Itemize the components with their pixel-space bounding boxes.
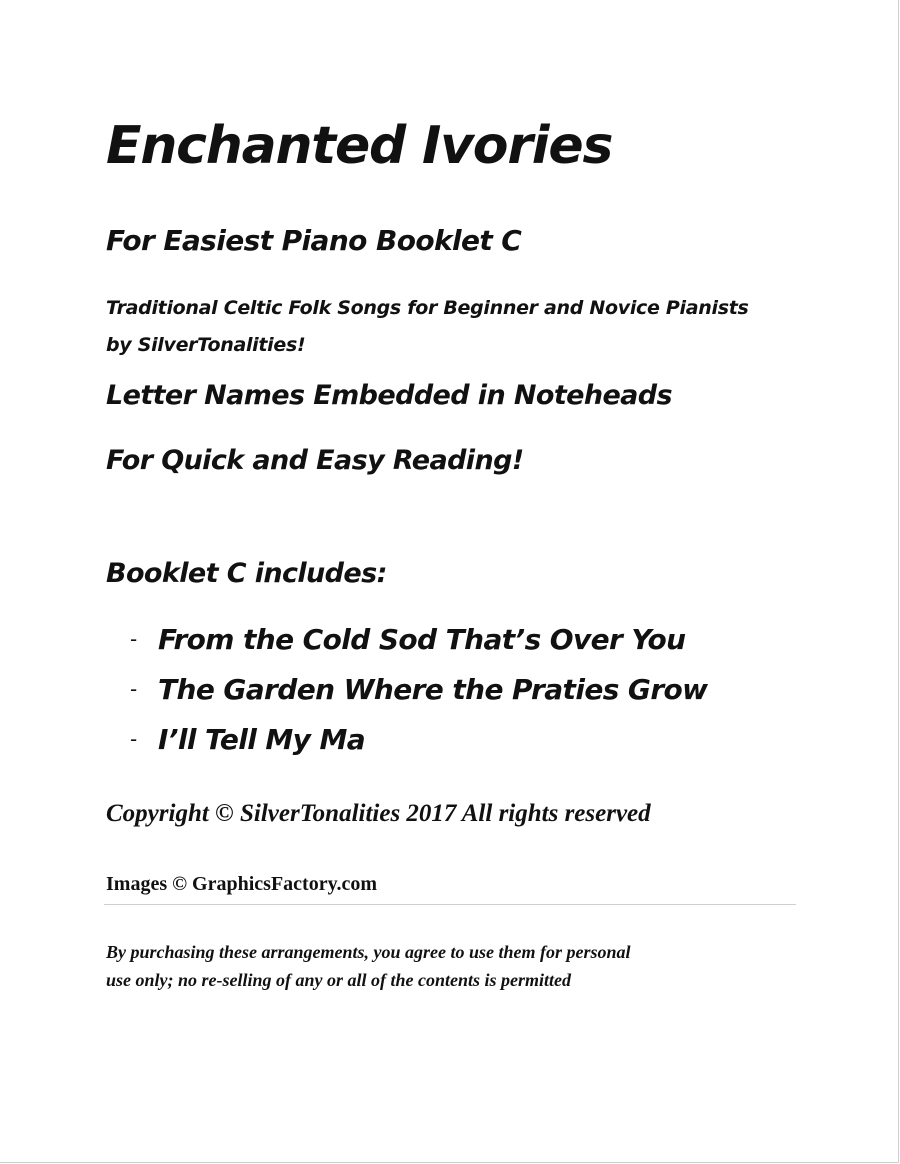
feature-line-2: For Quick and Easy Reading! [106, 445, 524, 476]
song-title: The Garden Where the Praties Grow [158, 672, 708, 706]
terms-line-1: By purchasing these arrangements, you agree to use them for personal [106, 942, 631, 962]
feature-line-1: Letter Names Embedded in Noteheads [106, 380, 672, 411]
song-list [130, 614, 707, 764]
copyright-notice: Copyright © SilverTonalities 2017 All rights reserved [106, 800, 651, 827]
list-item [130, 614, 707, 664]
list-bullet: - [130, 677, 138, 701]
list-bullet: - [130, 627, 138, 651]
list-bullet: - [130, 727, 138, 751]
list-item [130, 664, 707, 714]
terms-notice [106, 938, 631, 994]
description-line-1: Traditional Celtic Folk Songs for Beginner and Novice Pianists [106, 297, 749, 319]
song-title: I’ll Tell My Ma [158, 722, 366, 756]
includes-heading: Booklet C includes: [106, 558, 387, 589]
description-line-2: by SilverTonalities! [106, 334, 306, 356]
page-title: Enchanted Ivories [106, 116, 613, 176]
terms-line-2: use only; no re-selling of any or all of the contents is permitted [106, 970, 572, 990]
list-item [130, 714, 707, 764]
divider [104, 904, 796, 905]
images-credit: Images © GraphicsFactory.com [106, 873, 378, 895]
song-title: From the Cold Sod That’s Over You [158, 622, 686, 656]
description [106, 290, 749, 364]
page-subtitle: For Easiest Piano Booklet C [106, 224, 522, 257]
